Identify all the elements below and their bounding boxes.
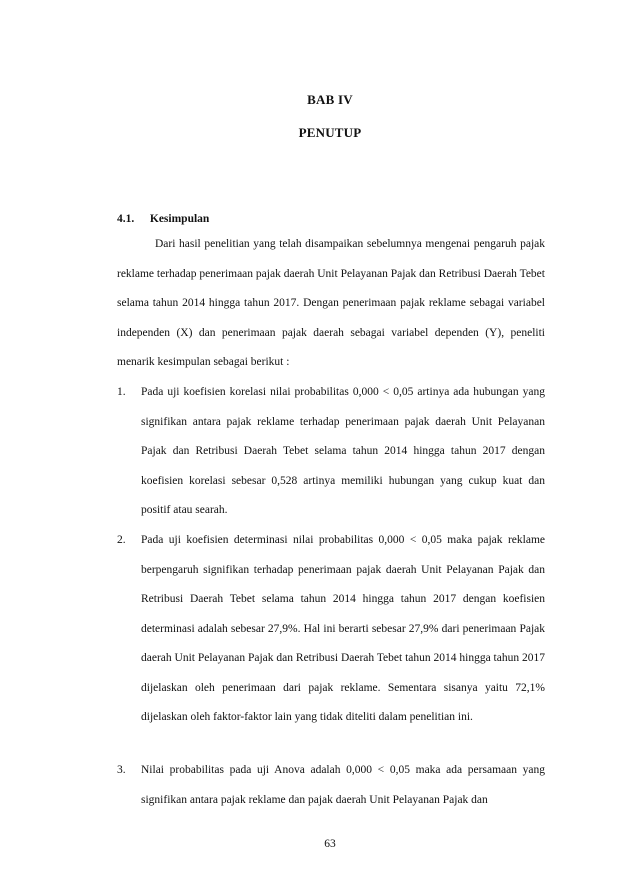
list-item	[117, 378, 545, 526]
list-item	[117, 526, 545, 733]
list-item-number: 3.	[117, 764, 126, 776]
list-item-number: 1.	[117, 386, 126, 398]
list-item	[117, 756, 545, 815]
list-item-number: 2.	[117, 534, 126, 546]
list-item-text: Pada uji koefisien korelasi nilai probabilitas 0,000 < 0,05 artinya ada hubungan yang signifikan antara pajak reklame terhadap penerimaan pajak daerah Unit Pelayanan Pajak dan Retribusi Daerah Tebet selama tahun 2014 hingga tahun 2017 dengan koefisien korelasi sebesar 0,528 artinya memiliki hubungan yang cukup kuat dan positif atau searah.	[141, 386, 545, 516]
chapter-title: BAB IV	[307, 92, 353, 107]
section-title: Kesimpulan	[149, 213, 210, 225]
intro-paragraph: Dari hasil penelitian yang telah disampaikan sebelumnya mengenai pengaruh pajak reklame terhadap penerimaan pajak daerah Unit Pelayanan Pajak dan Retribusi Daerah Tebet selama tahun 2014 hingga tahun 2017. Dengan penerimaan pajak reklame sebagai variabel independen (X) dan penerimaan pajak daerah sebagai variabel dependen (Y), peneliti menarik kesimpulan sebagai berikut :	[117, 238, 545, 368]
section-heading	[117, 213, 209, 225]
chapter-subtitle: PENUTUP	[298, 125, 362, 140]
page-number: 63	[324, 838, 336, 850]
section-number: 4.1.	[117, 213, 135, 225]
list-item-text: Pada uji koefisien determinasi nilai probabilitas 0,000 < 0,05 maka pajak reklame berpengaruh signifikan terhadap penerimaan pajak daerah Unit Pelayanan Pajak dan Retribusi Daerah Tebet selama tahun 2014 hingga tahun 2017 dengan koefisien determinasi adalah sebesar 27,9%. Hal ini berarti sebesar 27,9% dari penerimaan Pajak daerah Unit Pelayanan Pajak dan Retribusi Daerah Tebet tahun 2014 hingga tahun 2017 dijelaskan oleh penerimaan dari pajak reklame. Sementara sisanya yaitu 72,1% dijelaskan oleh faktor-faktor lain yang tidak diteliti dalam penelitian ini.	[141, 534, 545, 723]
list-item-text: Nilai probabilitas pada uji Anova adalah 0,000 < 0,05 maka ada persamaan yang signifikan antara pajak reklame dan pajak daerah Unit Pelayanan Pajak dan	[141, 764, 545, 806]
